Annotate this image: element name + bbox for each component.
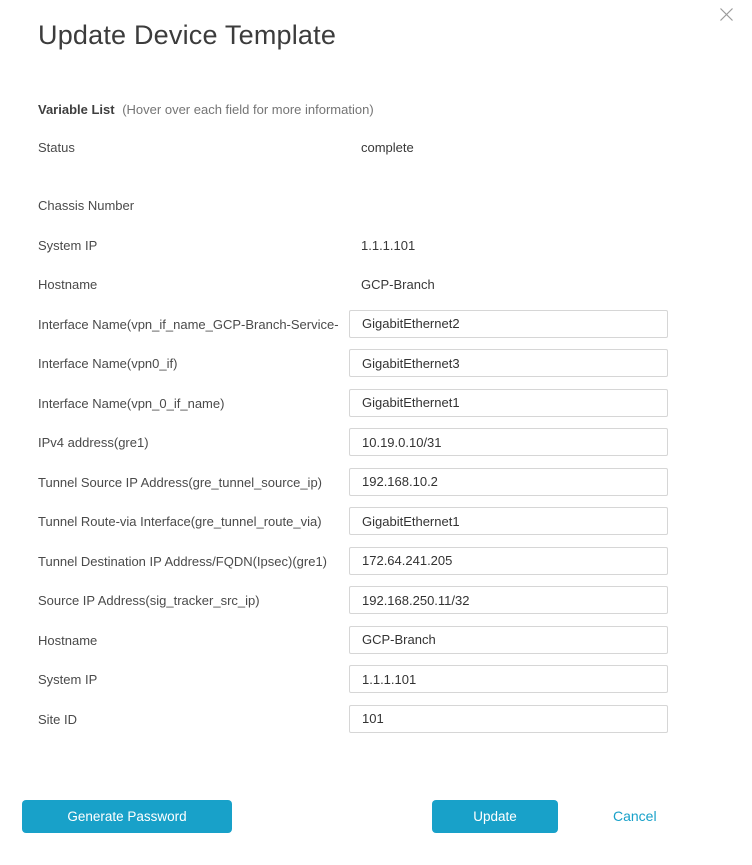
field-value-area-tunnel-route-via-interface-gre-tunnel-route-via-9: [349, 507, 668, 535]
field-value-area-hostname-3: [349, 270, 668, 294]
field-label-system-ip-13: System IP: [38, 672, 98, 687]
field-value-area-system-ip-13: [349, 665, 668, 693]
close-icon: [719, 7, 734, 22]
field-row-system-ip-2: [38, 231, 668, 271]
field-value-hostname-3: GCP-Branch: [361, 277, 435, 292]
field-input-site-id-14[interactable]: [349, 705, 668, 733]
field-value-area-chassis-number-1: [349, 191, 668, 209]
field-input-interface-name-vpn-0-if-name-6[interactable]: [349, 389, 668, 417]
field-label-tunnel-destination-ip-address-fqdn-ipsec-gre1-10: Tunnel Destination IP Address/FQDN(Ipsec)(gre1): [38, 553, 328, 569]
field-label-status-0: Status: [38, 140, 75, 155]
variable-list-header: [38, 102, 374, 117]
field-row-tunnel-route-via-interface-gre-tunnel-route-via-9: [38, 507, 668, 547]
field-input-tunnel-source-ip-address-gre-tunnel-source-ip-8[interactable]: [349, 468, 668, 496]
field-row-interface-name-vpn0-if-5: [38, 349, 668, 389]
field-value-area-site-id-14: [349, 705, 668, 733]
variable-list-hint: (Hover over each field for more information): [122, 102, 374, 117]
generate-password-button[interactable]: Generate Password: [22, 800, 232, 833]
field-label-chassis-number-1: Chassis Number: [38, 198, 135, 213]
field-input-system-ip-13[interactable]: [349, 665, 668, 693]
variable-list-title: Variable List: [38, 102, 115, 117]
field-row-system-ip-13: [38, 665, 668, 705]
field-label-tunnel-source-ip-address-gre-tunnel-source-ip-8: Tunnel Source IP Address(gre_tunnel_source_ip): [38, 474, 323, 490]
field-label-site-id-14: Site ID: [38, 711, 78, 727]
field-input-source-ip-address-sig-tracker-src-ip-11[interactable]: [349, 586, 668, 614]
field-input-interface-name-vpn0-if-5[interactable]: [349, 349, 668, 377]
field-row-ipv4-address-gre1-7: [38, 428, 668, 468]
field-value-area-system-ip-2: [349, 231, 668, 255]
field-input-interface-name-vpn-if-name-gcp-branch-service-4[interactable]: [349, 310, 668, 338]
field-label-interface-name-vpn-if-name-gcp-branch-service-4: Interface Name(vpn_if_name_GCP-Branch-Service-: [38, 316, 339, 332]
field-row-tunnel-source-ip-address-gre-tunnel-source-ip-8: [38, 468, 668, 508]
close-button[interactable]: [718, 6, 734, 22]
update-button[interactable]: Update: [432, 800, 558, 833]
field-label-tunnel-route-via-interface-gre-tunnel-route-via-9: Tunnel Route-via Interface(gre_tunnel_route_via): [38, 514, 322, 529]
field-value-area-tunnel-source-ip-address-gre-tunnel-source-ip-8: [349, 468, 668, 496]
field-label-hostname-12: Hostname: [38, 632, 98, 648]
field-row-status-0: [38, 133, 668, 173]
cancel-button[interactable]: Cancel: [613, 808, 657, 824]
field-value-area-interface-name-vpn0-if-5: [349, 349, 668, 377]
field-row-interface-name-vpn-if-name-gcp-branch-service-4: [38, 310, 668, 350]
field-label-ipv4-address-gre1-7: IPv4 address(gre1): [38, 435, 149, 450]
field-value-area-status-0: [349, 133, 668, 157]
field-value-area-ipv4-address-gre1-7: [349, 428, 668, 456]
field-input-hostname-12[interactable]: [349, 626, 668, 654]
field-row-hostname-12: [38, 626, 668, 666]
field-label-hostname-3: Hostname: [38, 277, 98, 292]
field-label-source-ip-address-sig-tracker-src-ip-11: Source IP Address(sig_tracker_src_ip): [38, 593, 260, 608]
field-input-tunnel-route-via-interface-gre-tunnel-route-via-9[interactable]: [349, 507, 668, 535]
field-value-system-ip-2: 1.1.1.101: [361, 237, 416, 253]
field-row-tunnel-destination-ip-address-fqdn-ipsec-gre1-10: [38, 547, 668, 587]
field-value-status-0: complete: [361, 140, 414, 155]
field-value-chassis-number-1: [349, 197, 361, 204]
field-label-system-ip-2: System IP: [38, 237, 98, 253]
field-value-area-interface-name-vpn-0-if-name-6: [349, 389, 668, 417]
field-row-interface-name-vpn-0-if-name-6: [38, 389, 668, 429]
field-input-ipv4-address-gre1-7[interactable]: [349, 428, 668, 456]
field-label-interface-name-vpn-0-if-name-6: Interface Name(vpn_0_if_name): [38, 395, 225, 411]
field-value-area-interface-name-vpn-if-name-gcp-branch-service-4: [349, 310, 668, 338]
field-row-source-ip-address-sig-tracker-src-ip-11: [38, 586, 668, 626]
variable-list-rows: [38, 133, 668, 744]
field-value-area-tunnel-destination-ip-address-fqdn-ipsec-gre1-10: [349, 547, 668, 575]
field-row-hostname-3: [38, 270, 668, 310]
field-value-area-hostname-12: [349, 626, 668, 654]
field-input-tunnel-destination-ip-address-fqdn-ipsec-gre1-10[interactable]: [349, 547, 668, 575]
field-row-site-id-14: [38, 705, 668, 745]
field-label-interface-name-vpn0-if-5: Interface Name(vpn0_if): [38, 356, 178, 371]
field-row-chassis-number-1: [38, 191, 668, 231]
dialog-title: Update Device Template: [38, 20, 337, 50]
field-value-area-source-ip-address-sig-tracker-src-ip-11: [349, 586, 668, 614]
